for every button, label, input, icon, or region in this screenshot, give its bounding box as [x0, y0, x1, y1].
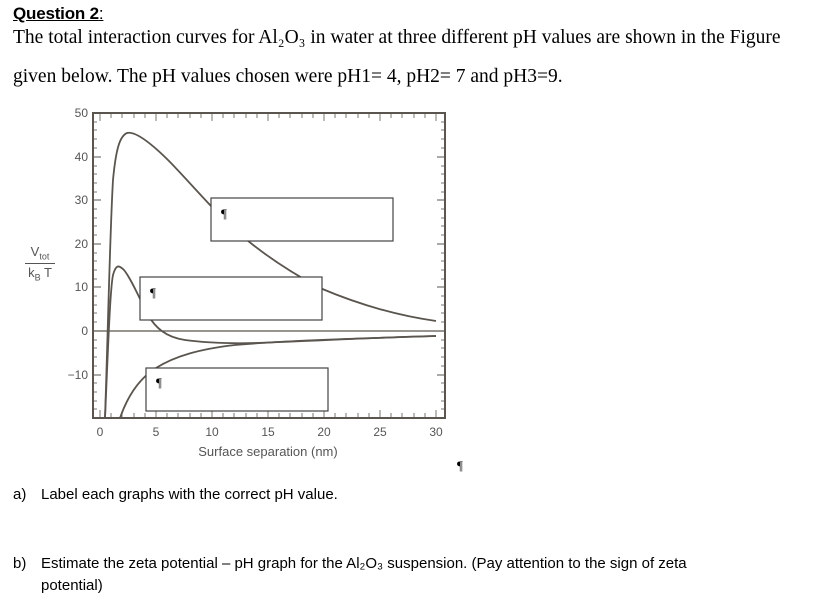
answer-box-bottom[interactable]	[146, 368, 328, 411]
part-a-label: a)	[13, 486, 27, 503]
pilcrow-mark: ¶	[150, 285, 156, 300]
svg-text:5: 5	[152, 425, 160, 439]
question-title-text: Question 2	[13, 4, 99, 23]
svg-text:30: 30	[429, 425, 443, 439]
y-axis-label-denominator: $k_B$ T	[28, 264, 52, 283]
y-axis-label-numerator: $V_{tot}$	[25, 244, 55, 264]
question-title-colon: :	[98, 4, 104, 23]
svg-text:20: 20	[74, 237, 88, 251]
y-tick-labels	[68, 106, 89, 382]
svg-text:15: 15	[261, 425, 275, 439]
part-a-text: Label each graphs with the correct pH value.	[41, 486, 338, 503]
x-axis-label: Surface separation (nm)	[198, 444, 338, 459]
y-minor-ticks	[93, 122, 445, 409]
pilcrow-mark: ¶	[156, 375, 162, 390]
part-b	[13, 555, 687, 572]
part-b-label: b)	[13, 555, 27, 572]
question-text-line-2: given below. The pH values chosen were pH1= 4, pH2= 7 and pH3=9.	[13, 66, 563, 87]
svg-text:25: 25	[373, 425, 387, 439]
svg-text:10: 10	[74, 280, 88, 294]
svg-text:30: 30	[74, 193, 88, 207]
svg-text:40: 40	[74, 150, 88, 164]
question-text-line-1: The total interaction curves for Al₂O₃ in water at three different pH values are shown in the Figure	[13, 27, 781, 48]
svg-text:50: 50	[74, 106, 88, 120]
svg-text:20: 20	[317, 425, 331, 439]
part-b-continued: potential)	[41, 577, 103, 594]
svg-text:−10: −10	[67, 368, 88, 382]
answer-box-middle[interactable]	[140, 277, 322, 320]
y-ticks	[93, 113, 445, 375]
part-b-text: Estimate the zeta potential – pH graph for the Al₂O₃ suspension. (Pay attention to the sign of zeta	[41, 555, 687, 572]
svg-text:0: 0	[96, 425, 104, 439]
svg-text:0: 0	[81, 324, 88, 338]
svg-text:10: 10	[205, 425, 219, 439]
paragraph-mark: ¶	[457, 458, 463, 473]
answer-box-top[interactable]	[211, 198, 393, 241]
pilcrow-mark: ¶	[221, 206, 227, 221]
x-tick-labels	[97, 425, 443, 439]
part-a	[13, 486, 338, 503]
